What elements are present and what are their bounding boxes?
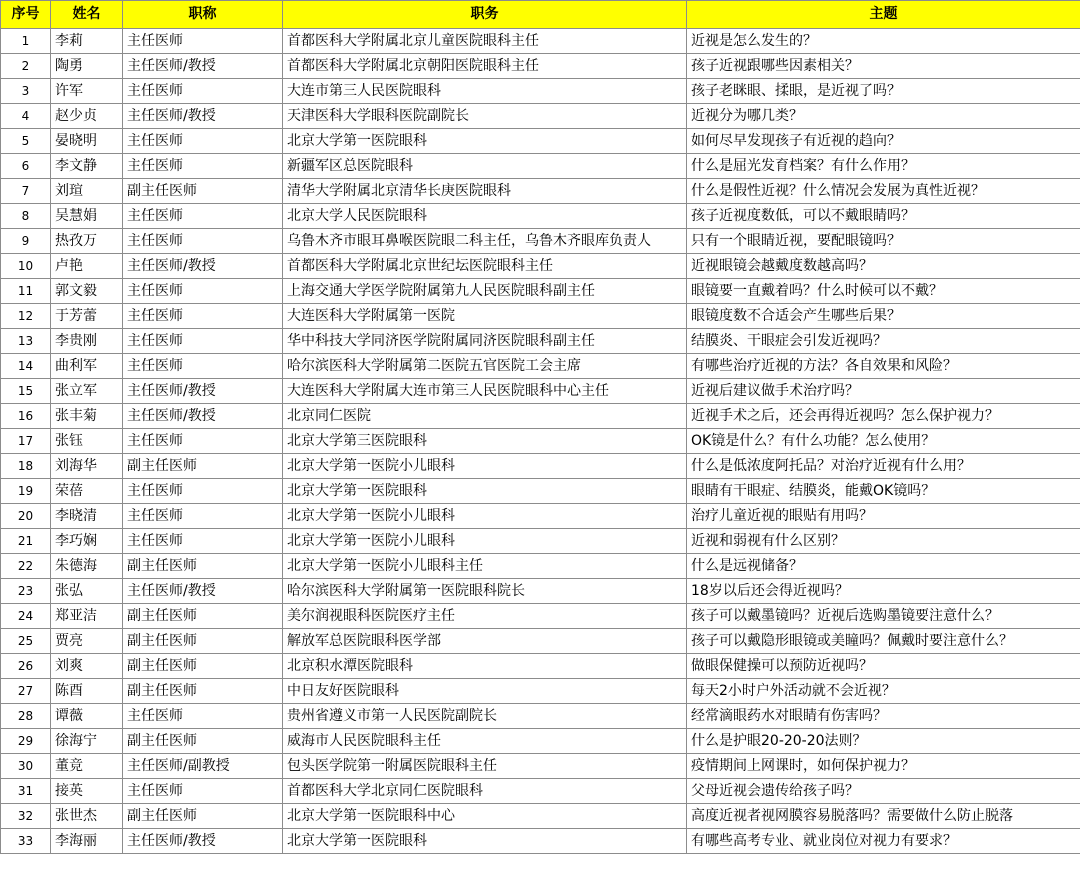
table-row [1, 129, 1080, 154]
table-row [1, 304, 1080, 329]
cell-topic: 孩子近视跟哪些因素相关？ [687, 54, 1080, 79]
cell-position: 威海市人民医院眼科主任 [283, 729, 687, 754]
cell-name: 张弘 [51, 579, 123, 604]
cell-name: 朱德海 [51, 554, 123, 579]
cell-position: 大连医科大学附属大连市第三人民医院眼科中心主任 [283, 379, 687, 404]
cell-position: 中日友好医院眼科 [283, 679, 687, 704]
cell-name: 郑亚洁 [51, 604, 123, 629]
table-row [1, 729, 1080, 754]
cell-position: 北京大学第一医院小儿眼科 [283, 504, 687, 529]
cell-position: 大连市第三人民医院眼科 [283, 79, 687, 104]
cell-name: 许军 [51, 79, 123, 104]
table-row [1, 454, 1080, 479]
header-title: 职称 [123, 1, 283, 29]
table-row [1, 804, 1080, 829]
cell-index: 25 [1, 629, 51, 654]
cell-topic: 父母近视会遗传给孩子吗？ [687, 779, 1080, 804]
cell-topic: 什么是屈光发育档案？有什么作用？ [687, 154, 1080, 179]
table-row [1, 754, 1080, 779]
cell-index: 3 [1, 79, 51, 104]
cell-position: 上海交通大学医学院附属第九人民医院眼科副主任 [283, 279, 687, 304]
cell-name: 郭文毅 [51, 279, 123, 304]
cell-index: 4 [1, 104, 51, 129]
cell-position: 北京大学人民医院眼科 [283, 204, 687, 229]
cell-title: 主任医师/教授 [123, 54, 283, 79]
table-row [1, 229, 1080, 254]
cell-index: 6 [1, 154, 51, 179]
cell-index: 13 [1, 329, 51, 354]
cell-title: 主任医师 [123, 229, 283, 254]
cell-name: 徐海宁 [51, 729, 123, 754]
cell-index: 29 [1, 729, 51, 754]
cell-topic: 什么是护眼20-20-20法则？ [687, 729, 1080, 754]
cell-title: 主任医师/教授 [123, 829, 283, 854]
cell-title: 副主任医师 [123, 804, 283, 829]
cell-name: 卢艳 [51, 254, 123, 279]
cell-topic: 近视和弱视有什么区别？ [687, 529, 1080, 554]
cell-name: 接英 [51, 779, 123, 804]
cell-topic: 有哪些高考专业、就业岗位对视力有要求？ [687, 829, 1080, 854]
cell-title: 主任医师 [123, 154, 283, 179]
cell-title: 副主任医师 [123, 679, 283, 704]
cell-title: 主任医师/副教授 [123, 754, 283, 779]
cell-index: 20 [1, 504, 51, 529]
cell-position: 华中科技大学同济医学院附属同济医院眼科副主任 [283, 329, 687, 354]
cell-name: 李海丽 [51, 829, 123, 854]
cell-position: 首都医科大学附属北京儿童医院眼科主任 [283, 29, 687, 54]
cell-index: 10 [1, 254, 51, 279]
cell-index: 17 [1, 429, 51, 454]
cell-index: 9 [1, 229, 51, 254]
cell-position: 北京大学第一医院小儿眼科 [283, 529, 687, 554]
table-row [1, 79, 1080, 104]
table-row [1, 654, 1080, 679]
table-row [1, 829, 1080, 854]
table-row [1, 179, 1080, 204]
table-row [1, 704, 1080, 729]
cell-title: 主任医师 [123, 29, 283, 54]
cell-name: 赵少贞 [51, 104, 123, 129]
cell-name: 李文静 [51, 154, 123, 179]
cell-index: 26 [1, 654, 51, 679]
cell-title: 主任医师/教授 [123, 104, 283, 129]
cell-position: 大连医科大学附属第一医院 [283, 304, 687, 329]
cell-index: 1 [1, 29, 51, 54]
table-row [1, 404, 1080, 429]
cell-index: 30 [1, 754, 51, 779]
cell-topic: 疫情期间上网课时，如何保护视力？ [687, 754, 1080, 779]
cell-title: 副主任医师 [123, 179, 283, 204]
cell-topic: 孩子可以戴墨镜吗？近视后选购墨镜要注意什么？ [687, 604, 1080, 629]
cell-topic: 什么是假性近视？什么情况会发展为真性近视？ [687, 179, 1080, 204]
cell-position: 包头医学院第一附属医院眼科主任 [283, 754, 687, 779]
cell-title: 主任医师/教授 [123, 579, 283, 604]
cell-index: 27 [1, 679, 51, 704]
table-row [1, 604, 1080, 629]
cell-title: 主任医师 [123, 779, 283, 804]
cell-position: 首都医科大学附属北京朝阳医院眼科主任 [283, 54, 687, 79]
cell-title: 主任医师 [123, 479, 283, 504]
cell-name: 李巧娴 [51, 529, 123, 554]
cell-index: 33 [1, 829, 51, 854]
table-row [1, 104, 1080, 129]
cell-index: 2 [1, 54, 51, 79]
table-row [1, 629, 1080, 654]
table-row [1, 54, 1080, 79]
cell-topic: 治疗儿童近视的眼贴有用吗？ [687, 504, 1080, 529]
cell-title: 主任医师 [123, 354, 283, 379]
cell-name: 张丰菊 [51, 404, 123, 429]
table-row [1, 579, 1080, 604]
header-index: 序号 [1, 1, 51, 29]
cell-position: 北京大学第一医院眼科 [283, 479, 687, 504]
cell-topic: 做眼保健操可以预防近视吗？ [687, 654, 1080, 679]
cell-topic: OK镜是什么？有什么功能？怎么使用？ [687, 429, 1080, 454]
table-row [1, 279, 1080, 304]
cell-name: 张世杰 [51, 804, 123, 829]
cell-name: 热孜万 [51, 229, 123, 254]
cell-index: 24 [1, 604, 51, 629]
cell-topic: 有哪些治疗近视的方法？各自效果和风险？ [687, 354, 1080, 379]
cell-index: 14 [1, 354, 51, 379]
table-row [1, 504, 1080, 529]
cell-position: 北京大学第一医院眼科 [283, 129, 687, 154]
cell-position: 北京大学第一医院小儿眼科主任 [283, 554, 687, 579]
header-position: 职务 [283, 1, 687, 29]
cell-position: 天津医科大学眼科医院副院长 [283, 104, 687, 129]
cell-position: 首都医科大学附属北京世纪坛医院眼科主任 [283, 254, 687, 279]
cell-position: 北京积水潭医院眼科 [283, 654, 687, 679]
cell-index: 11 [1, 279, 51, 304]
cell-title: 主任医师 [123, 429, 283, 454]
cell-topic: 孩子老眯眼、揉眼，是近视了吗？ [687, 79, 1080, 104]
cell-name: 李晓清 [51, 504, 123, 529]
cell-position: 北京大学第一医院眼科 [283, 829, 687, 854]
cell-title: 主任医师 [123, 704, 283, 729]
cell-topic: 18岁以后还会得近视吗？ [687, 579, 1080, 604]
table-row [1, 254, 1080, 279]
cell-title: 主任医师/教授 [123, 404, 283, 429]
cell-topic: 近视分为哪几类？ [687, 104, 1080, 129]
table-row [1, 529, 1080, 554]
table-row [1, 204, 1080, 229]
cell-title: 主任医师 [123, 204, 283, 229]
table-row [1, 379, 1080, 404]
cell-position: 首都医科大学北京同仁医院眼科 [283, 779, 687, 804]
cell-topic: 孩子近视度数低，可以不戴眼睛吗？ [687, 204, 1080, 229]
cell-topic: 什么是低浓度阿托品？对治疗近视有什么用？ [687, 454, 1080, 479]
cell-name: 于芳蕾 [51, 304, 123, 329]
table-row [1, 154, 1080, 179]
cell-position: 清华大学附属北京清华长庚医院眼科 [283, 179, 687, 204]
cell-title: 副主任医师 [123, 729, 283, 754]
cell-index: 15 [1, 379, 51, 404]
cell-name: 曲利军 [51, 354, 123, 379]
cell-position: 美尔润视眼科医院医疗主任 [283, 604, 687, 629]
cell-index: 18 [1, 454, 51, 479]
cell-title: 主任医师 [123, 79, 283, 104]
cell-name: 张立军 [51, 379, 123, 404]
cell-topic: 如何尽早发现孩子有近视的趋向？ [687, 129, 1080, 154]
cell-index: 28 [1, 704, 51, 729]
cell-name: 贾亮 [51, 629, 123, 654]
cell-topic: 眼镜要一直戴着吗？什么时候可以不戴？ [687, 279, 1080, 304]
table-row [1, 29, 1080, 54]
cell-index: 32 [1, 804, 51, 829]
cell-title: 副主任医师 [123, 629, 283, 654]
cell-index: 22 [1, 554, 51, 579]
cell-title: 副主任医师 [123, 654, 283, 679]
cell-index: 31 [1, 779, 51, 804]
cell-name: 陶勇 [51, 54, 123, 79]
cell-position: 北京大学第一医院眼科中心 [283, 804, 687, 829]
cell-name: 陈酉 [51, 679, 123, 704]
cell-title: 副主任医师 [123, 604, 283, 629]
cell-name: 刘爽 [51, 654, 123, 679]
cell-topic: 经常滴眼药水对眼睛有伤害吗？ [687, 704, 1080, 729]
table-row [1, 554, 1080, 579]
cell-position: 解放军总医院眼科医学部 [283, 629, 687, 654]
cell-position: 北京同仁医院 [283, 404, 687, 429]
cell-index: 7 [1, 179, 51, 204]
header-topic: 主题 [687, 1, 1080, 29]
cell-index: 23 [1, 579, 51, 604]
table-row [1, 429, 1080, 454]
cell-position: 北京大学第三医院眼科 [283, 429, 687, 454]
table-body [1, 29, 1080, 854]
cell-position: 新疆军区总医院眼科 [283, 154, 687, 179]
cell-position: 哈尔滨医科大学附属第一医院眼科院长 [283, 579, 687, 604]
cell-index: 12 [1, 304, 51, 329]
cell-name: 晏晓明 [51, 129, 123, 154]
cell-topic: 高度近视者视网膜容易脱落吗？需要做什么防止脱落 [687, 804, 1080, 829]
cell-name: 董竞 [51, 754, 123, 779]
cell-name: 谭薇 [51, 704, 123, 729]
cell-index: 5 [1, 129, 51, 154]
table-row [1, 779, 1080, 804]
cell-title: 主任医师 [123, 279, 283, 304]
cell-title: 主任医师 [123, 529, 283, 554]
cell-index: 19 [1, 479, 51, 504]
table-header [1, 1, 1080, 29]
cell-position: 乌鲁木齐市眼耳鼻喉医院眼二科主任，乌鲁木齐眼库负责人 [283, 229, 687, 254]
cell-position: 北京大学第一医院小儿眼科 [283, 454, 687, 479]
cell-title: 主任医师 [123, 304, 283, 329]
cell-name: 李贵刚 [51, 329, 123, 354]
cell-title: 主任医师/教授 [123, 254, 283, 279]
cell-position: 贵州省遵义市第一人民医院副院长 [283, 704, 687, 729]
cell-title: 主任医师 [123, 504, 283, 529]
cell-topic: 结膜炎、干眼症会引发近视吗？ [687, 329, 1080, 354]
cell-title: 副主任医师 [123, 454, 283, 479]
cell-index: 16 [1, 404, 51, 429]
cell-topic: 孩子可以戴隐形眼镜或美瞳吗？佩戴时要注意什么？ [687, 629, 1080, 654]
cell-topic: 近视手术之后，还会再得近视吗？怎么保护视力？ [687, 404, 1080, 429]
cell-name: 荣蓓 [51, 479, 123, 504]
cell-topic: 每天2小时户外活动就不会近视？ [687, 679, 1080, 704]
cell-topic: 近视后建议做手术治疗吗？ [687, 379, 1080, 404]
cell-index: 21 [1, 529, 51, 554]
table-row [1, 679, 1080, 704]
cell-position: 哈尔滨医科大学附属第二医院五官医院工会主席 [283, 354, 687, 379]
cell-name: 李莉 [51, 29, 123, 54]
table-row [1, 354, 1080, 379]
header-name: 姓名 [51, 1, 123, 29]
cell-topic: 眼镜度数不合适会产生哪些后果？ [687, 304, 1080, 329]
cell-index: 8 [1, 204, 51, 229]
cell-title: 主任医师 [123, 129, 283, 154]
cell-topic: 近视眼镜会越戴度数越高吗？ [687, 254, 1080, 279]
cell-name: 吴慧娟 [51, 204, 123, 229]
cell-name: 刘瑄 [51, 179, 123, 204]
cell-name: 刘海华 [51, 454, 123, 479]
cell-topic: 眼睛有干眼症、结膜炎，能戴OK镜吗？ [687, 479, 1080, 504]
table-row [1, 329, 1080, 354]
cell-title: 主任医师/教授 [123, 379, 283, 404]
header-row [1, 1, 1080, 29]
cell-topic: 只有一个眼睛近视，要配眼镜吗？ [687, 229, 1080, 254]
cell-name: 张钰 [51, 429, 123, 454]
cell-topic: 近视是怎么发生的？ [687, 29, 1080, 54]
cell-title: 副主任医师 [123, 554, 283, 579]
table-row [1, 479, 1080, 504]
cell-topic: 什么是远视储备？ [687, 554, 1080, 579]
cell-title: 主任医师 [123, 329, 283, 354]
